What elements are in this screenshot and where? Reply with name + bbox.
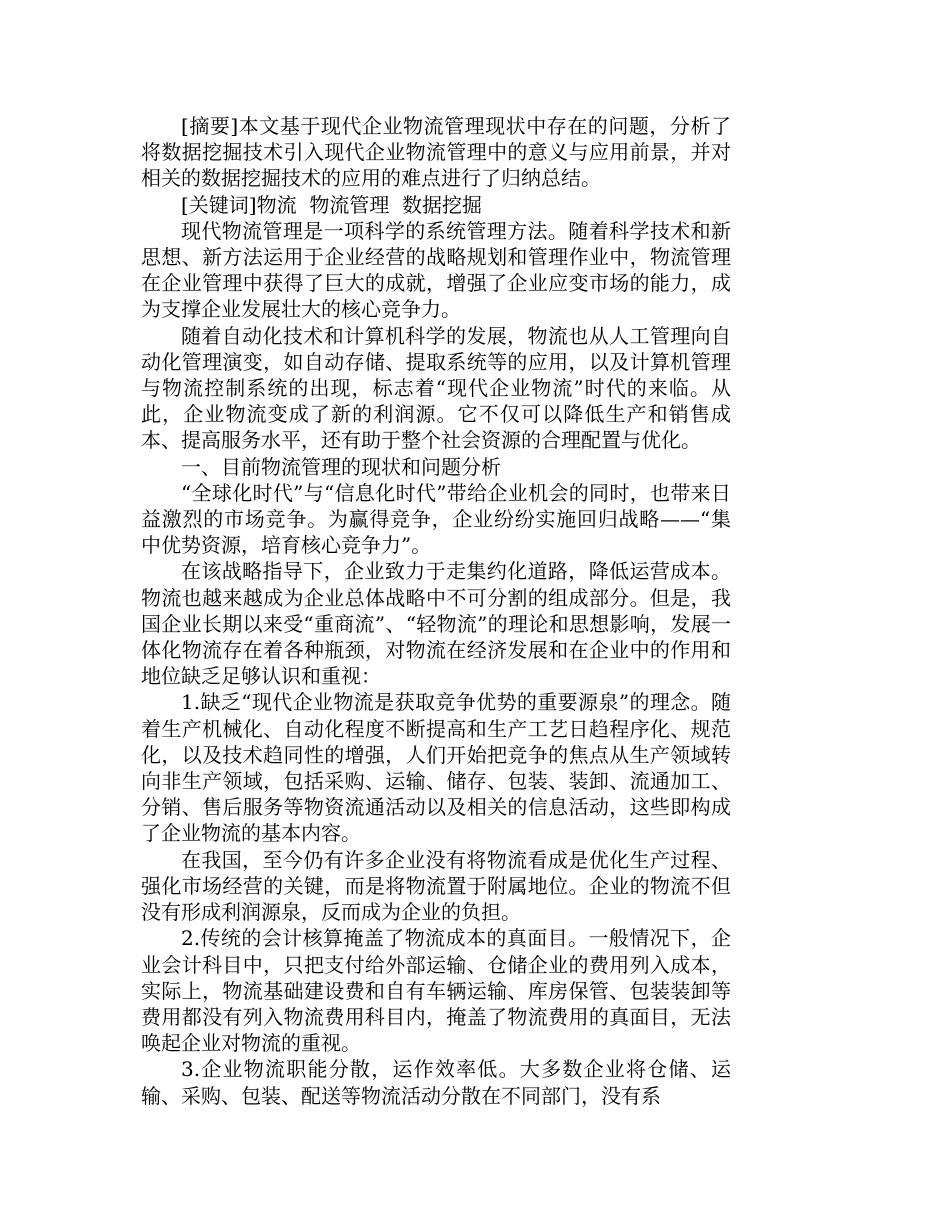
body-paragraph: “全球化时代”与“信息化时代”带给企业机会的同时，也带来日益激烈的市场竞争。为赢得竞争，企业纷纷实施回归战略——“集中优势资源，培育核心竞争力”。 (141, 480, 731, 558)
numbered-paragraph: 3.企业物流职能分散，运作效率低。大多数企业将仓储、运输、采购、包装、配送等物流活动分散在不同部门，没有系 (141, 1057, 731, 1108)
abstract-paragraph: [摘要]本文基于现代企业物流管理现状中存在的问题，分析了将数据挖掘技术引入现代企业物流管理中的意义与应用前景，并对相关的数据挖掘技术的应用的难点进行了归纳总结。 (141, 114, 731, 191)
numbered-paragraph: 1.缺乏“现代企业物流是获取竞争优势的重要源泉”的理念。随着生产机械化、自动化程度不断提高和生产工艺日趋程序化、规范化，以及技术趋同性的增强，人们开始把竞争的焦点从生产领域转向非生产领域，包括采购、运输、储存、包装、装卸、流通加工、分销、售后服务等物资流通活动以及相关的信息活动，这些即构成了企业物流的基本内容。 (141, 690, 731, 846)
body-paragraph: 在我国，至今仍有许多企业没有将物流看成是优化生产过程、强化市场经营的关键，而是将物流置于附属地位。企业的物流不但没有形成利润源泉，反而成为企业的负担。 (141, 847, 731, 925)
body-paragraph: 在该战略指导下，企业致力于走集约化道路，降低运营成本。物流也越来越成为企业总体战略中不可分割的组成部分。但是，我国企业长期以来受“重商流”、“轻物流”的理论和思想影响，发展一体化物流存在着各种瓶颈，对物流在经济发展和在企业中的作用和地位缺乏足够认识和重视： (141, 559, 731, 689)
body-paragraph: 现代物流管理是一项科学的系统管理方法。随着科学技术和新思想、新方法运用于企业经营的战略规划和管理作业中，物流管理在企业管理中获得了巨大的成就，增强了企业应变市场的能力，成为支撑企业发展壮大的核心竞争力。 (141, 218, 731, 322)
keywords-paragraph: [关键词]物流 物流管理 数据挖掘 (181, 192, 483, 217)
numbered-paragraph: 2.传统的会计核算掩盖了物流成本的真面目。一般情况下，企业会计科目中，只把支付给外部运输、仓储企业的费用列入成本，实际上，物流基础建设费和自有车辆运输、库房保管、包装装卸等费用都没有列入物流费用科目内，掩盖了物流费用的真面目，无法唤起企业对物流的重视。 (141, 926, 731, 1056)
body-paragraph: 随着自动化技术和计算机科学的发展，物流也从人工管理向自动化管理演变，如自动存储、提取系统等的应用，以及计算机管理与物流控制系统的出现，标志着“现代企业物流”时代的来临。从此，企业物流变成了新的利润源。它不仅可以降低生产和销售成本、提高服务水平，还有助于整个社会资源的合理配置与优化。 (141, 323, 731, 453)
section-heading: 一、目前物流管理的现状和问题分析 (181, 454, 501, 479)
document-page (141, 113, 731, 1109)
